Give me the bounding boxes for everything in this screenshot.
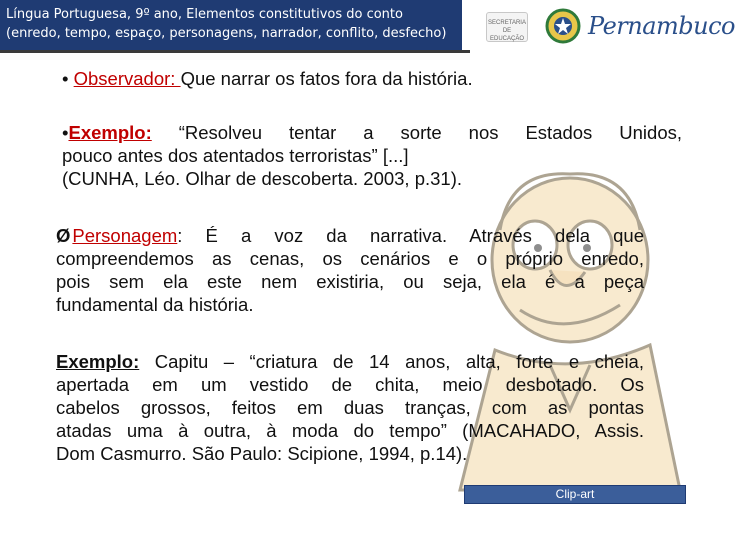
personagem-item — [56, 224, 644, 316]
exemplo2-line-3: cabelos grossos, feitos em duas tranças, com as pontas — [56, 397, 644, 418]
personagem-line-3: pois sem ela este nem existiria, ou seja, ela é a peça — [56, 271, 644, 292]
exemplo2-line-5: Dom Casmurro. São Paulo: Scipione, 1994, p.14). — [56, 443, 468, 464]
bullet: • — [62, 122, 69, 143]
pernambuco-logo: Pernambuco — [588, 12, 735, 40]
personagem-line-1 — [56, 224, 644, 247]
arrow-bullet-icon: Ø — [56, 225, 71, 246]
bullet: • — [62, 68, 69, 89]
exemplo2-label: Exemplo: — [56, 351, 140, 372]
exemplo2-line-4: atadas uma à outra, à moda do tempo” (MACAHADO, Assis. — [56, 420, 644, 441]
personagem-text-1: É a voz da narrativa. Através dela que — [182, 225, 644, 246]
exemplo2-text-1: Capitu – “criatura de 14 anos, alta, forte e cheia, — [139, 351, 644, 372]
exemplo1-line-2: pouco antes dos atentados terroristas” [...] — [62, 145, 409, 166]
personagem-line-4: fundamental da história. — [56, 294, 254, 315]
observador-text: Que narrar os fatos fora da história. — [180, 68, 473, 89]
exemplo2-line-2: apertada em um vestido de chita, meio desbotado. Os — [56, 374, 644, 395]
exemplo1-line-1 — [62, 121, 682, 144]
exemplo1-item — [62, 121, 682, 190]
exemplo1-text-1: “Resolveu tentar a sorte nos Estados Unidos, — [178, 122, 683, 143]
observador-label: Observador: — [73, 68, 181, 89]
personagem-line-2: compreendemos as cenas, os cenários e o próprio enredo, — [56, 248, 644, 269]
personagem-colon: : — [177, 225, 183, 246]
title-line-1: Língua Portuguesa, 9º ano, Elementos constitutivos do conto — [6, 7, 403, 22]
personagem-label: Personagem — [72, 225, 178, 246]
exemplo1-line-3: (CUNHA, Léo. Olhar de descoberta. 2003, p.31). — [62, 168, 463, 189]
clipart-label: Clip-art — [464, 485, 686, 504]
exemplo1-label: Exemplo: — [68, 122, 152, 143]
observador-item — [62, 67, 473, 90]
exemplo2-line-1 — [56, 350, 644, 373]
title-line-2: (enredo, tempo, espaço, personagens, narrador, conflito, desfecho) — [6, 26, 447, 41]
secretaria-logo: SECRETARIA DE EDUCAÇÃO — [486, 12, 528, 42]
exemplo2-item — [56, 350, 644, 465]
